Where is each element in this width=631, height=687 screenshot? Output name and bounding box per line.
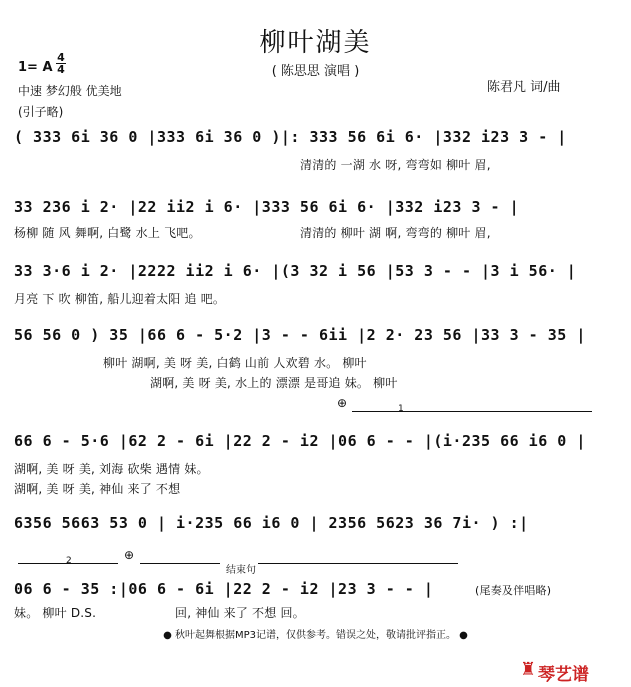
song-title: 柳叶湖美 — [259, 28, 372, 58]
notation-line-4: 56 56 0 ) 35 |66 6 - 5·2 |3 - - 6ii |2 2· 23 56 |33 3 - 35 | — [14, 326, 586, 344]
site-logo[interactable]: 琴艺谱 — [538, 665, 589, 685]
lyric-line-4a: 柳叶 湖啊, 美 呀 美, 白鹤 山前 人欢碧 水。 柳叶 — [103, 356, 367, 370]
first-ending-number: 1 — [398, 404, 404, 414]
notation-line-1: ( 333 6i 36 0 |333 6i 36 0 )|: 333 56 6i 6· |332 i23 3 - | — [14, 128, 567, 146]
lyric-line-7a: 妹。 柳叶 D.S. — [14, 606, 97, 620]
time-top: 4 — [57, 51, 65, 64]
notation-line-3: 33 3·6 i 2· |2222 ii2 i 6· |(3 32 i 56 |53 3 - - |3 i 56· | — [14, 262, 577, 280]
ending-line — [258, 563, 458, 564]
lyric-line-4b: 湖啊, 美 呀 美, 水上的 漂漂 是哥追 妹。 柳叶 — [150, 376, 398, 390]
coda-sign-1: ⊕ — [337, 396, 348, 410]
notation-line-6: 6356 5663 53 0 | i·235 66 i6 0 | 2356 5623 36 7i· ) :| — [14, 514, 529, 532]
lyric-line-5a: 湖啊, 美 呀 美, 刘海 砍柴 遇情 妹。 — [14, 462, 209, 476]
intro-note: (引子略) — [18, 105, 64, 119]
lyric-line-3: 月亮 下 吹 柳笛, 船儿迎着太阳 追 吧。 — [14, 292, 226, 306]
coda-line — [140, 563, 220, 564]
time-signature — [56, 52, 66, 75]
second-ending-number: 2 — [66, 556, 72, 566]
notation-line-2: 33 236 i 2· |22 ii2 i 6· |333 56 6i 6· |332 i23 3 - | — [14, 198, 520, 216]
time-bottom: 4 — [57, 63, 65, 76]
notation-line-7: 06 6 - 35 :|06 6 - 6i |22 2 - i2 |23 3 - - | — [14, 580, 434, 598]
lyric-line-2a: 杨柳 随 风 舞啊, 白鹭 水上 飞吧。 — [14, 226, 201, 240]
tempo-marking: 中速 梦幻般 优美地 — [18, 84, 122, 98]
tail-note: (尾奏及伴唱略) — [475, 584, 552, 597]
composer-credit: 陈君凡 词/曲 — [487, 80, 561, 95]
key-signature: 1= A — [18, 60, 53, 75]
lyric-line-1: 清清的 一湖 水 呀, 弯弯如 柳叶 眉, — [300, 158, 491, 172]
footnote: ● 秋叶起舞根据MP3记谱，仅供参考。错误之处，敬请批评指正。 ● — [163, 630, 468, 641]
lyric-line-7b: 回, 神仙 来了 不想 回。 — [175, 606, 305, 620]
lyric-line-5b: 湖啊, 美 呀 美, 神仙 来了 不想 — [14, 482, 181, 496]
singer-credit: ( 陈思思 演唱 ) — [271, 64, 360, 79]
coda-sign-2: ⊕ — [124, 548, 135, 562]
logo-icon: ♜ — [520, 659, 537, 680]
lyric-line-2b: 清清的 柳叶 湖 啊, 弯弯的 柳叶 眉, — [300, 226, 491, 240]
first-ending-bracket — [352, 411, 592, 412]
notation-line-5: 66 6 - 5·6 |62 2 - 6i |22 2 - i2 |06 6 - - |(i·235 66 i6 0 | — [14, 432, 586, 450]
ending-label: 结束句 — [226, 565, 256, 576]
